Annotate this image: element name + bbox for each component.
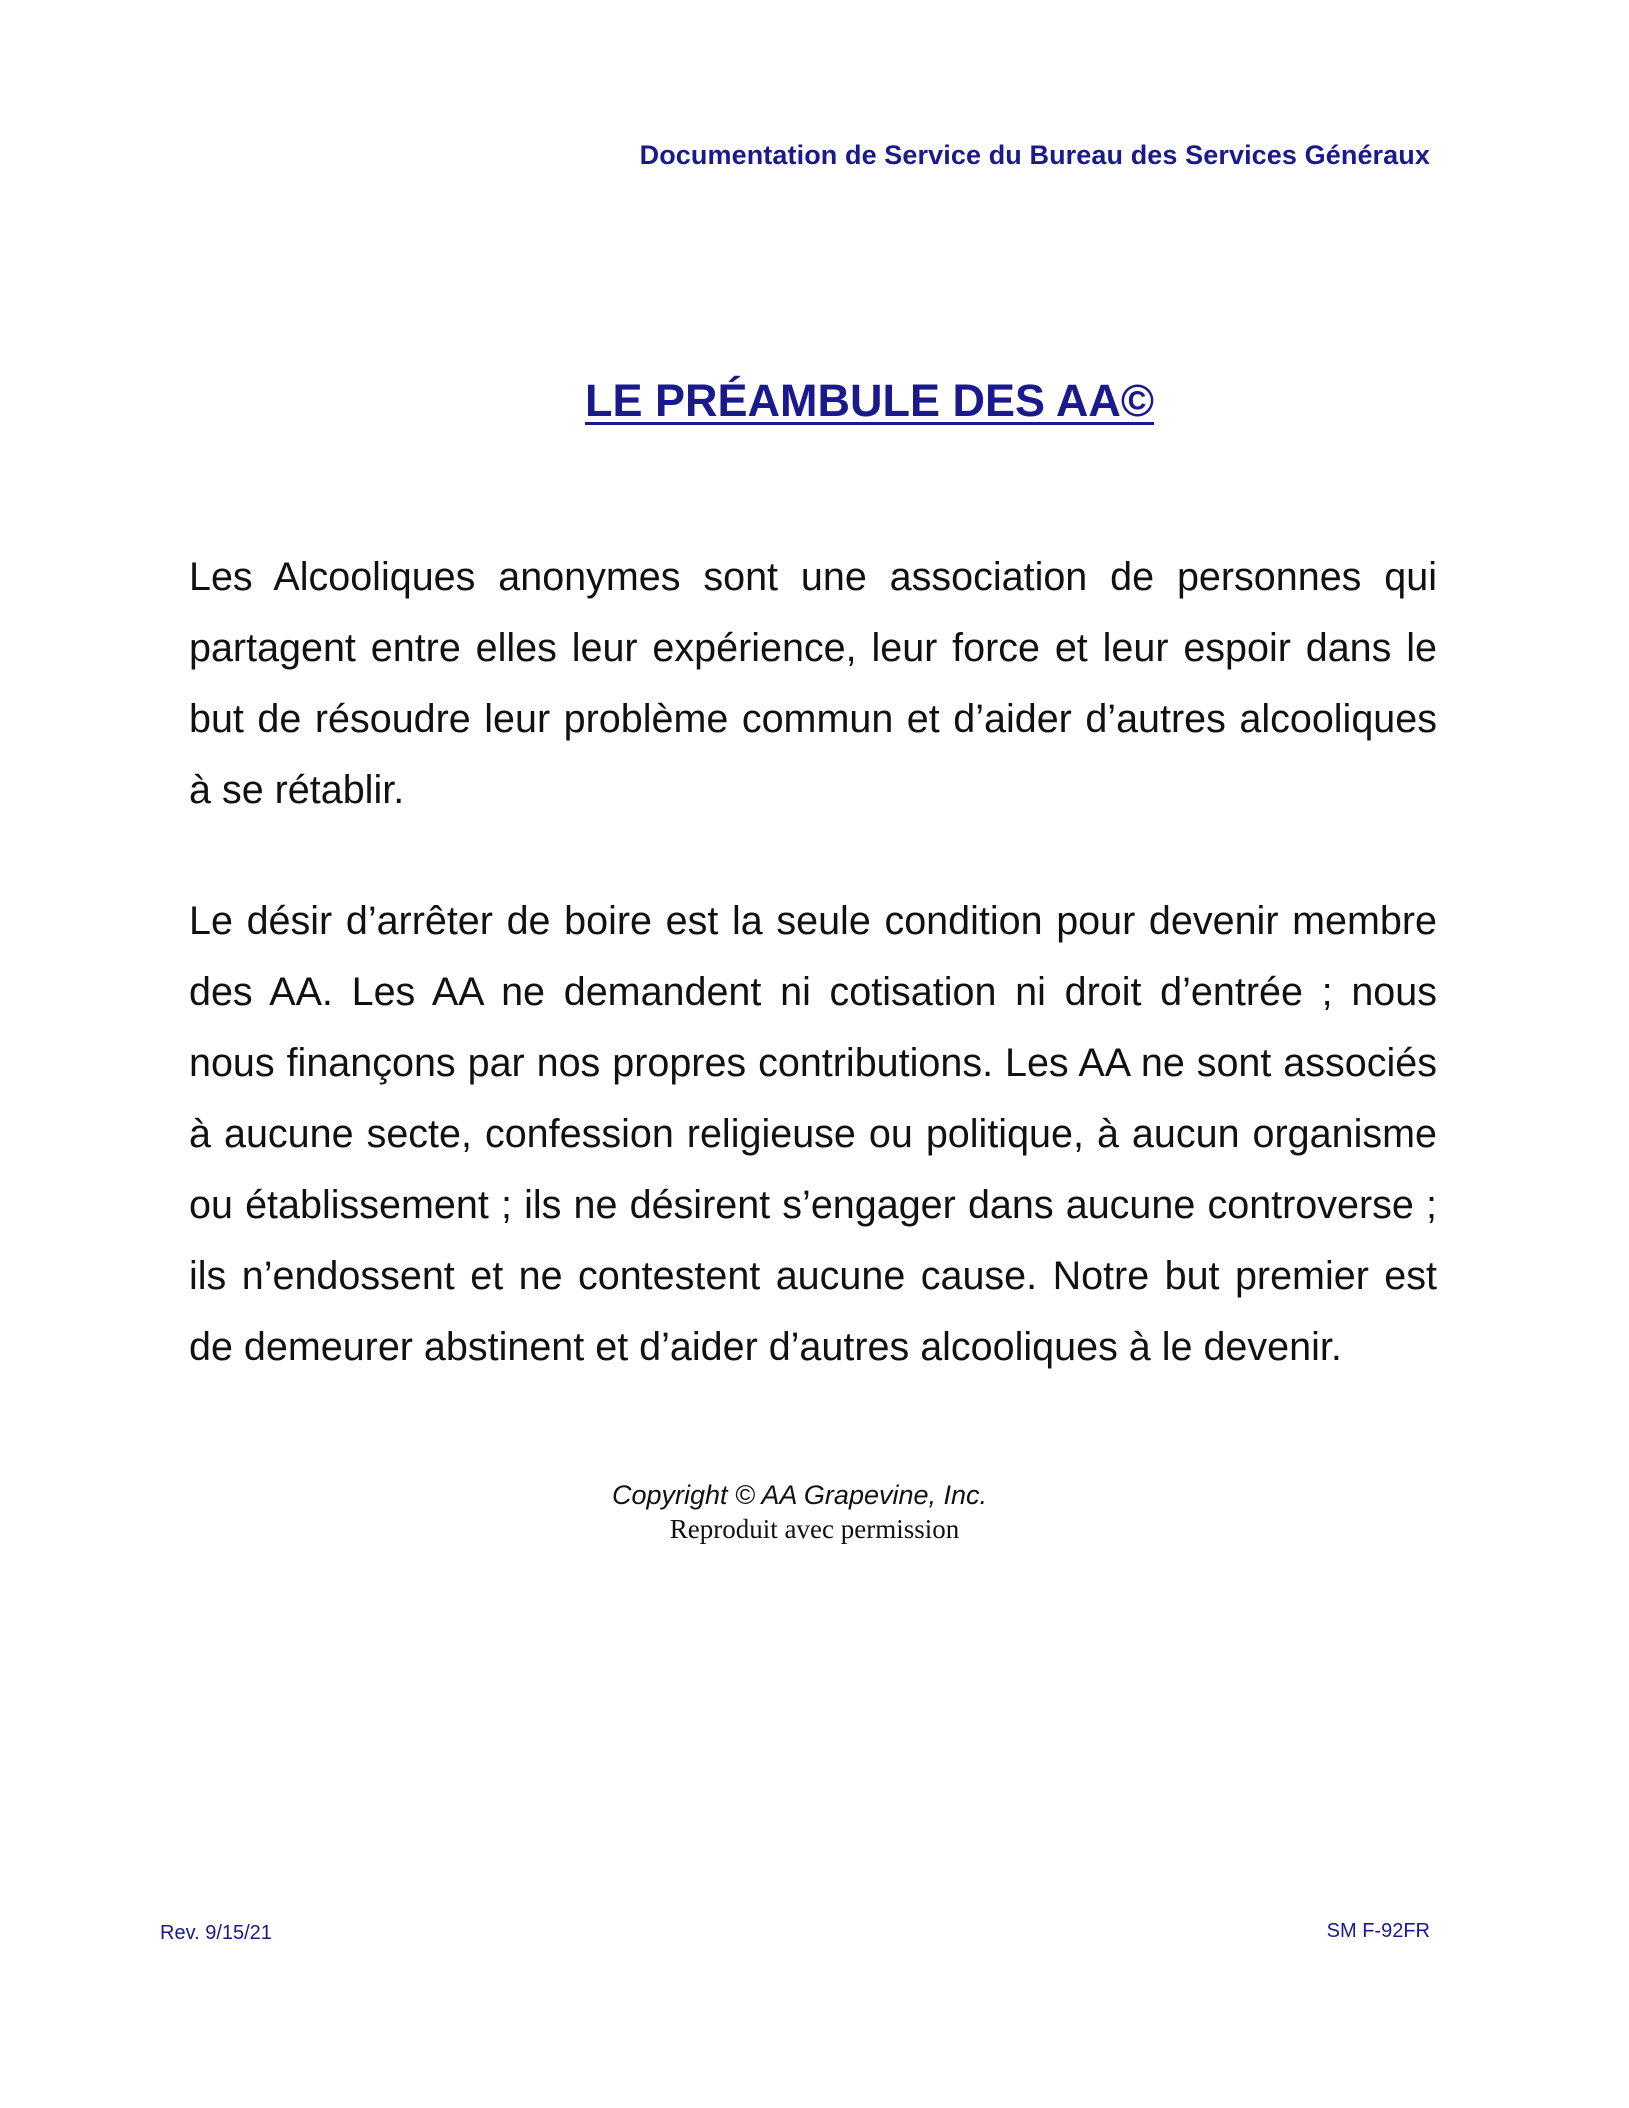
paragraph-2: Le désir d’arrêter de boire est la seule condition pour devenir membre des AA. Les AA ne demandent ni cotisation ni droit d’entrée ; nous nous finançons par nos propres contributions. Les AA ne sont associés à aucune secte, confession religieuse ou politique, à aucun organisme ou établissement ; ils ne désirent s’engager dans aucune controverse ; ils n’endossent et ne contestent aucune cause. Notre but premier est de demeurer abstinent et d’aider d’autres alcooliques à le devenir. (189, 899, 1437, 1369)
permission-line: Reproduit avec permission (669, 1514, 960, 1544)
paragraph-1: Les Alcooliques anonymes sont une association de personnes qui partagent entre elles leur expérience, leur force et leur espoir dans le but de résoudre leur problème commun et d’aider d’autres alcooliques à se rétablir. (189, 555, 1437, 812)
revision-date: Rev. 9/15/21 (160, 1922, 272, 1944)
document-code: SM F-92FR (1326, 1920, 1430, 1942)
page-title: LE PRÉAMBULE DES AA© (584, 375, 1155, 426)
copyright-line: Copyright © AA Grapevine, Inc. (611, 1480, 988, 1510)
copyright-notice (0, 1478, 1629, 1546)
document-header: Documentation de Service du Bureau des Services Généraux (639, 140, 1430, 170)
